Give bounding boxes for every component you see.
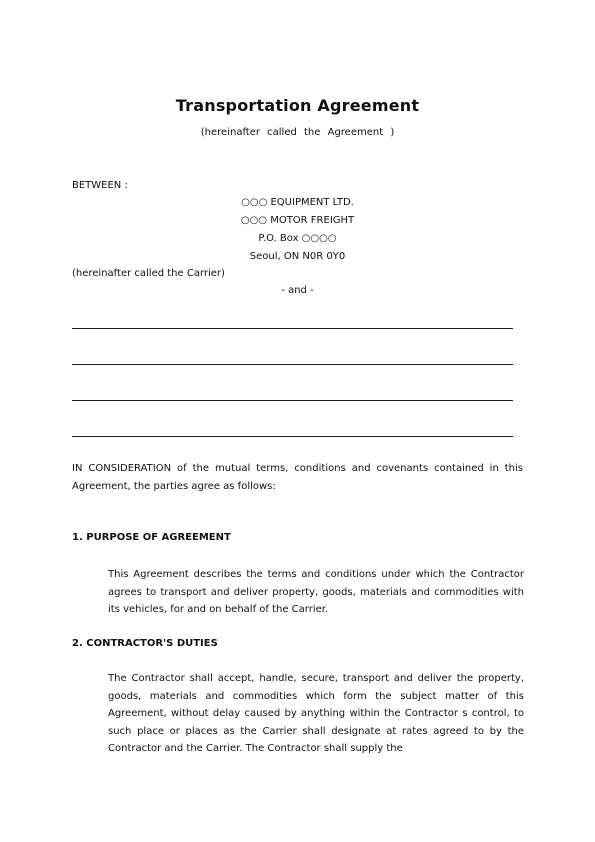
party-line-2: ○○○ MOTOR FREIGHT <box>240 215 355 226</box>
party-line-3: P.O. Box ○○○○ <box>258 233 337 244</box>
section-paragraph: This Agreement describes the terms and conditions under which the Contractor agrees to transport and deliver property, goods, materials and commodities with its vehicles, for and on behalf of the Carrier. <box>108 569 524 615</box>
document-subtitle: (hereinafter called the Agreement ) <box>200 127 395 138</box>
blank-fill-line <box>72 328 513 329</box>
between-label: BETWEEN : <box>72 180 128 191</box>
and-separator: - and - <box>281 285 314 296</box>
party-line-1: ○○○ EQUIPMENT LTD. <box>241 197 354 208</box>
carrier-note: (hereinafter called the Carrier) <box>72 268 225 279</box>
section-heading: 2. CONTRACTOR'S DUTIES <box>72 638 218 649</box>
blank-fill-line <box>72 364 513 365</box>
consideration-paragraph: IN CONSIDERATION of the mutual terms, conditions and covenants contained in this Agreement, the parties agree as follows: <box>72 463 523 492</box>
section-heading: 1. PURPOSE OF AGREEMENT <box>72 532 231 543</box>
section-paragraph: The Contractor shall accept, handle, secure, transport and deliver the property, goods, materials and commodities which form the subject matter of this Agreement, without delay caused by anything within the Contractor s control, to such place or places as the Carrier shall designate at rates agreed to by the Contractor and the Carrier. The Contractor shall supply the <box>108 673 524 754</box>
party-line-4: Seoul, ON N0R 0Y0 <box>249 251 346 262</box>
blank-fill-line <box>72 436 513 437</box>
document-title: Transportation Agreement <box>175 96 420 115</box>
blank-fill-line <box>72 400 513 401</box>
